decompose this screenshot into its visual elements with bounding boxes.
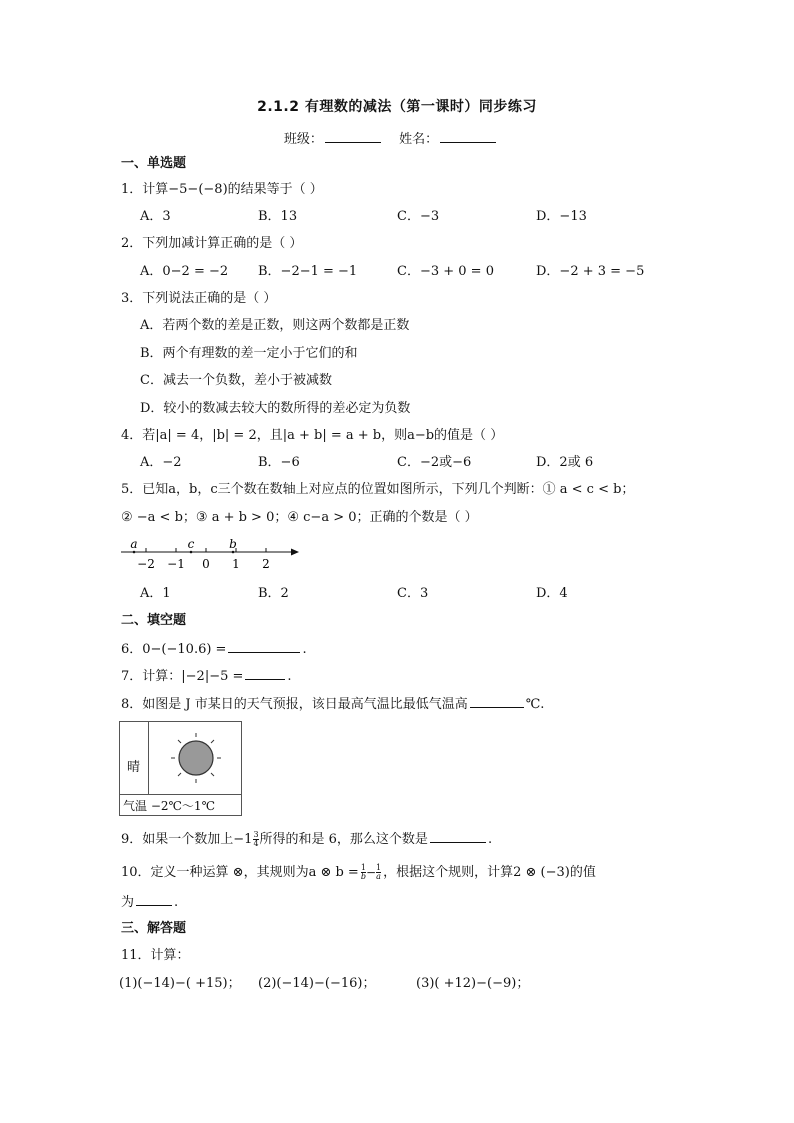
question-10-line-2 (121, 893, 178, 912)
question-5-option-d[interactable]: D．4 (536, 586, 568, 601)
question-7-end: . (287, 669, 292, 684)
question-7-stem: 7．计算：|−2|−5 = (121, 669, 244, 684)
name-blank[interactable] (440, 130, 496, 143)
number-line-tick-label: 0 (202, 557, 210, 571)
section-heading-fill-blank: 二、填空题 (121, 613, 187, 628)
question-5-option-b[interactable]: B．2 (258, 586, 289, 601)
question-10-stem-b: ，根据这个规则，计算2 ⊗ (−3)的值 (383, 865, 596, 880)
question-4-option-d[interactable]: D．2或 6 (536, 455, 594, 470)
question-9-fraction-denominator: 4 (253, 839, 259, 848)
section-heading-single-choice: 一、单选题 (121, 156, 187, 171)
question-10-line-2-start: 为 (121, 895, 135, 910)
name-label: 姓名： (399, 132, 439, 147)
question-10-answer-blank[interactable] (136, 893, 172, 906)
question-5-stem-line-2: ② −a < b；③ a + b > 0；④ c−a > 0；正确的个数是（ ） (121, 510, 478, 525)
weather-temperature-range: 气温 −2℃～1℃ (123, 799, 215, 813)
question-4-option-c[interactable]: C．−2或−6 (397, 455, 472, 470)
question-2-option-c[interactable]: C．−3 + 0 = 0 (397, 264, 494, 279)
number-line-point-c (190, 551, 193, 554)
question-3-option-d[interactable]: D．较小的数减去较大的数所得的差必定为负数 (140, 401, 411, 416)
number-line-tick-label: 1 (232, 557, 240, 571)
question-11-part-2: (2)(−14)−(−16)； (258, 976, 376, 991)
number-line-tick-label: −1 (167, 557, 185, 571)
number-line-point-label-a: a (130, 537, 138, 551)
question-3-option-a[interactable]: A．若两个数的差是正数，则这两个数都是正数 (140, 318, 410, 333)
question-6-end: . (302, 642, 307, 657)
weather-condition: 晴 (127, 760, 141, 775)
question-10-stem-a: 10．定义一种运算 ⊗，其规则为a ⊗ b = (121, 865, 359, 880)
question-9-end: . (487, 832, 493, 847)
question-10-end: . (174, 895, 179, 910)
question-4-stem: 4．若|a| = 4，|b| = 2，且|a + b| = a + b，则a−b的值是（ ） (121, 428, 504, 443)
question-9-stem-a: 9．如果一个数加上−1 (121, 832, 253, 847)
question-2-stem: 2．下列加减计算正确的是（ ） (121, 236, 303, 251)
question-8-end: ℃. (525, 697, 545, 712)
question-6-stem: 6．0−(−10.6) = (121, 642, 227, 657)
class-label: 班级： (283, 132, 323, 147)
question-7 (121, 667, 292, 686)
sun-icon (166, 730, 236, 790)
question-1-stem: 1．计算−5−(−8)的结果等于（ ） (121, 182, 323, 197)
question-8-stem: 8．如图是 J 市某日的天气预报，该日最高气温比最低气温高 (121, 697, 468, 712)
number-line-arrow (291, 549, 299, 556)
question-6 (121, 640, 307, 659)
question-11-part-3: (3)( +12)−(−9)； (416, 976, 530, 991)
question-10-line-1 (121, 864, 596, 882)
question-2-option-d[interactable]: D．−2 + 3 = −5 (536, 264, 645, 279)
number-line-point-b (232, 551, 235, 554)
number-line-tick-label: 2 (262, 557, 270, 571)
question-5-stem-line-1: 5．已知a，b，c三个数在数轴上对应点的位置如图所示，下列几个判断：① a < c < b； (121, 482, 635, 497)
question-4-option-a[interactable]: A．−2 (140, 455, 182, 470)
question-9-fraction (253, 831, 258, 848)
section-heading-solve: 三、解答题 (121, 921, 187, 936)
weather-forecast-box (119, 721, 242, 816)
number-line-point-a (133, 551, 136, 554)
question-9-answer-blank[interactable] (430, 830, 486, 843)
page-title: 2.1.2 有理数的减法（第一课时）同步练习 (257, 99, 537, 115)
question-1-option-a[interactable]: A．3 (140, 209, 171, 224)
question-7-answer-blank[interactable] (245, 667, 285, 680)
number-line-point-label-c: c (187, 537, 195, 551)
question-9-fraction-numerator: 3 (253, 830, 259, 839)
number-line-point-label-b: b (229, 537, 237, 551)
student-info-line (0, 128, 794, 147)
question-3-option-b[interactable]: B．两个有理数的差一定小于它们的和 (140, 346, 358, 361)
question-2-option-b[interactable]: B．−2−1 = −1 (258, 264, 358, 279)
question-11-part-1: (1)(−14)−( +15)； (119, 976, 241, 991)
question-2-option-a[interactable]: A．0−2 = −2 (140, 264, 229, 279)
question-1-option-d[interactable]: D．−13 (536, 209, 587, 224)
question-5-option-c[interactable]: C．3 (397, 586, 429, 601)
class-blank[interactable] (325, 130, 381, 143)
number-line-tick-label: −2 (137, 557, 155, 571)
question-8-answer-blank[interactable] (470, 695, 524, 708)
question-1-option-b[interactable]: B．13 (258, 209, 298, 224)
question-9-stem-b: 所得的和是 6，那么这个数是 (259, 832, 428, 847)
question-5-option-a[interactable]: A．1 (140, 586, 171, 601)
question-9 (121, 830, 492, 849)
question-6-answer-blank[interactable] (228, 640, 300, 653)
question-11-stem: 11．计算： (121, 948, 190, 963)
question-3-option-c[interactable]: C．减去一个负数，差小于被减数 (140, 373, 332, 388)
number-line-figure (121, 534, 311, 574)
weather-divider-vertical (148, 722, 149, 794)
question-10-formula: $\frac{1}{b}$ − $\frac{1}{a}$ (360, 863, 382, 881)
question-3-stem: 3．下列说法正确的是（ ） (121, 291, 277, 306)
question-4-option-b[interactable]: B．−6 (258, 455, 300, 470)
weather-divider-horizontal (120, 794, 241, 795)
question-8 (121, 695, 544, 714)
question-1-option-c[interactable]: C．−3 (397, 209, 440, 224)
